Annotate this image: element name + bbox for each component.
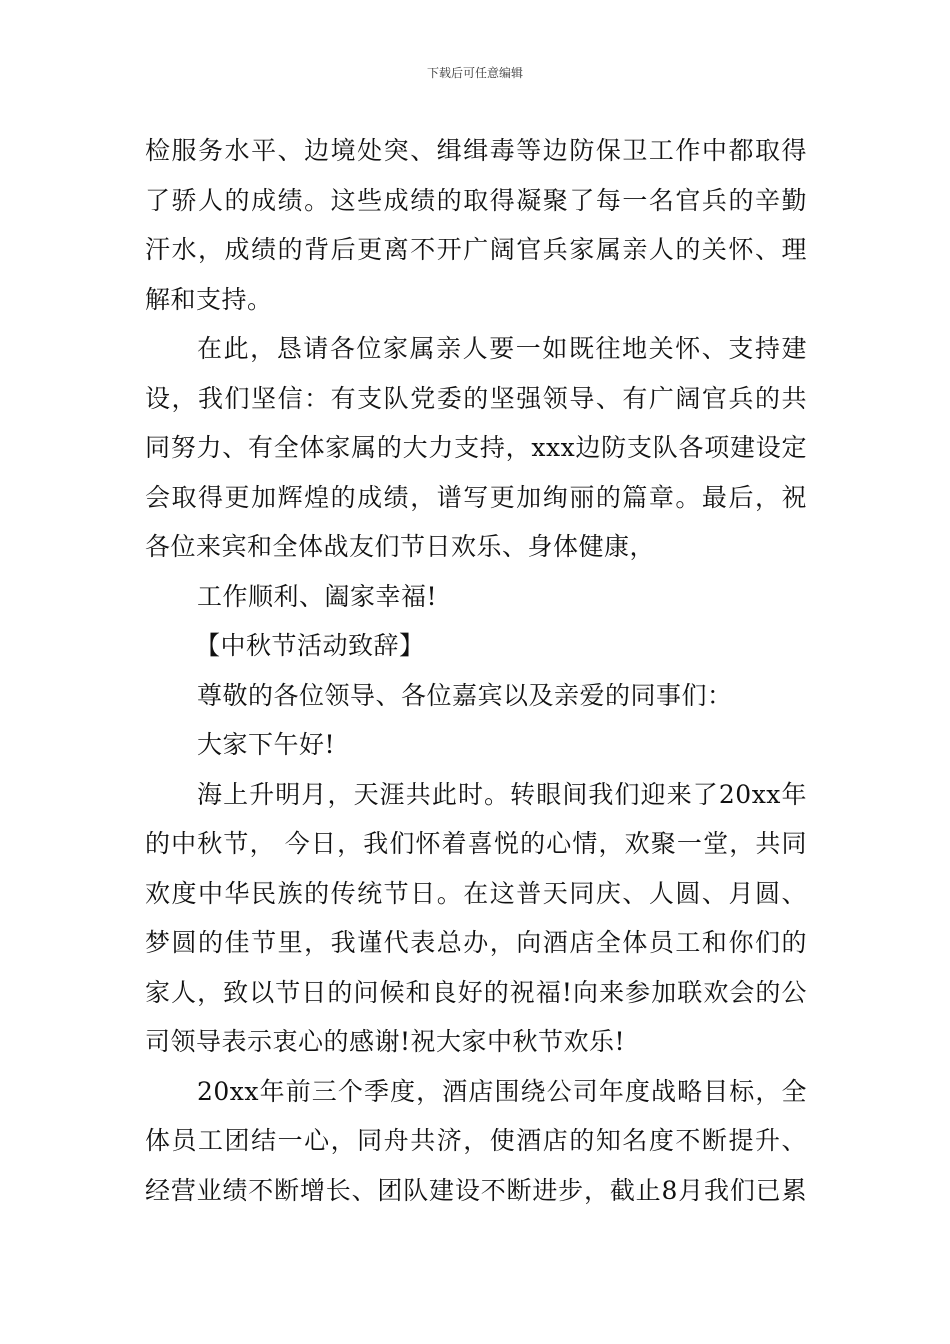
text-line: 尊敬的各位领导、各位嘉宾以及亲爱的同事们：: [197, 680, 733, 710]
text-line: 20xx年前三个季度，酒店围绕公司年度战略目标，全: [197, 1076, 807, 1106]
section-heading: [145, 621, 807, 671]
document-body: [145, 126, 807, 1215]
text-line: 海上升明月，天涯共此时。转眼间我们迎来了20xx年: [197, 779, 807, 809]
text-line: 司领导表示衷心的感谢!祝大家中秋节欢乐!: [145, 1027, 626, 1056]
text-line: 梦圆的佳节里，我谨代表总办，向酒店全体员工和你们的: [145, 928, 807, 957]
text-line: 工作顺利、阖家幸福!: [197, 581, 438, 611]
paragraph-salutation: [145, 671, 807, 721]
paragraph-greeting: [145, 720, 807, 770]
text-line: 设，我们坚信：有支队党委的坚强领导、有广阔官兵的共: [145, 383, 807, 413]
text-line: 欢度中华民族的传统节日。在这普天同庆、人圆、月圆、: [145, 878, 807, 908]
text-line: 家人，致以节日的问候和良好的祝福!向来参加联欢会的公: [145, 977, 807, 1007]
heading-text: 【中秋节活动致辞】: [195, 631, 425, 660]
text-line: 解和支持。: [145, 284, 273, 314]
page-header-note: 下载后可任意编辑: [426, 66, 523, 80]
text-line: 了骄人的成绩。这些成绩的取得凝聚了每一名官兵的辛勤: [145, 185, 807, 215]
text-line: 会取得更加辉煌的成绩，谱写更加绚丽的篇章。最后，祝: [145, 482, 807, 512]
paragraph-wishes: [145, 572, 807, 622]
paragraph-mid-autumn: [145, 770, 807, 1067]
text-line: 各位来宾和全体战友们节日欢乐、身体健康，: [145, 532, 656, 561]
text-line: 大家下午好!: [197, 730, 336, 759]
text-line: 检服务水平、边境处突、缉缉毒等边防保卫工作中都取得: [145, 136, 807, 165]
paragraph-achievements: [145, 126, 807, 324]
text-line: 同努力、有全体家属的大力支持，xxx边防支队各项建设定: [145, 433, 807, 462]
text-line: 的中秋节， 今日，我们怀着喜悦的心情，欢聚一堂，共同: [145, 829, 807, 858]
paragraph-performance: [145, 1067, 807, 1216]
text-line: 在此，恳请各位家属亲人要一如既往地关怀、支持建: [197, 334, 807, 363]
text-line: 经营业绩不断增长、团队建设不断进步，截止8月我们已累: [145, 1175, 807, 1205]
paragraph-appeal: [145, 324, 807, 572]
text-line: 汗水，成绩的背后更离不开广阔官兵家属亲人的关怀、理: [145, 235, 807, 264]
text-line: 体员工团结一心，同舟共济，使酒店的知名度不断提升、: [145, 1126, 807, 1155]
